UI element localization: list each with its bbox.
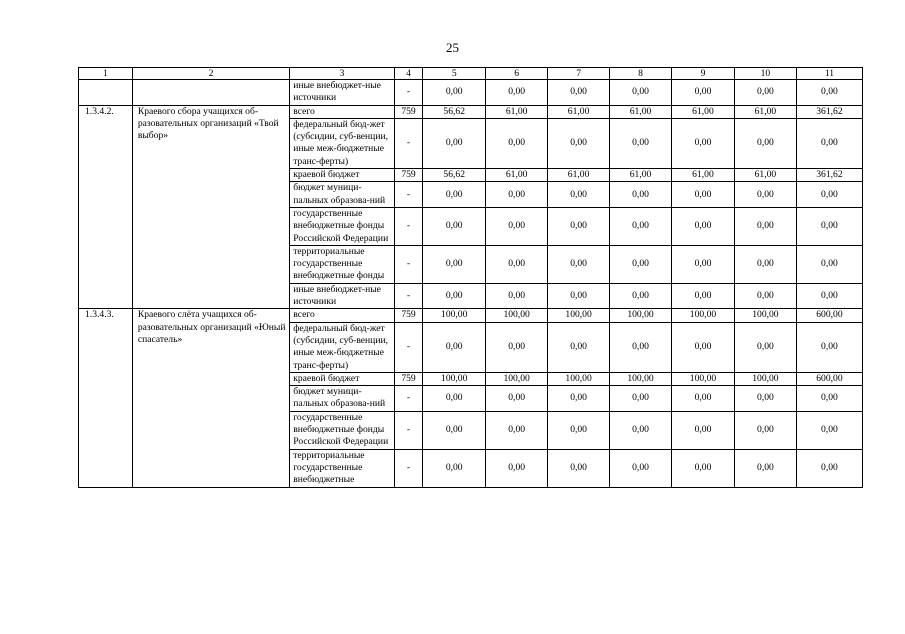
value-cell-5: 56,62 (423, 169, 486, 182)
value-cell-7: 100,00 (548, 372, 610, 385)
item-code: 1.3.4.3. (79, 309, 133, 487)
value-cell-5: 100,00 (423, 309, 486, 322)
value-cell-5: 0,00 (423, 118, 486, 168)
value-cell-8: 100,00 (610, 309, 672, 322)
value-cell-4: - (394, 283, 422, 309)
value-cell-11: 0,00 (796, 245, 862, 283)
value-cell-5: 0,00 (423, 245, 486, 283)
funding-source: иные внебюджет-ные источники (290, 80, 395, 106)
value-cell-7: 0,00 (548, 207, 610, 245)
value-cell-4: - (394, 207, 422, 245)
value-cell-11: 0,00 (796, 411, 862, 449)
value-cell-6: 100,00 (486, 309, 548, 322)
table-row (79, 309, 863, 322)
value-cell-9: 0,00 (672, 80, 735, 106)
column-header: 8 (610, 68, 672, 80)
value-cell-4: - (394, 449, 422, 487)
funding-source: территориальные государственные внебюджетные фонды (290, 245, 395, 283)
value-cell-8: 0,00 (610, 245, 672, 283)
value-cell-9: 0,00 (672, 322, 735, 372)
value-cell-11: 0,00 (796, 449, 862, 487)
value-cell-5: 0,00 (423, 322, 486, 372)
value-cell-5: 0,00 (423, 182, 486, 208)
value-cell-9: 0,00 (672, 118, 735, 168)
value-cell-4: - (394, 245, 422, 283)
value-cell-11: 0,00 (796, 283, 862, 309)
value-cell-6: 0,00 (486, 245, 548, 283)
value-cell-7: 0,00 (548, 411, 610, 449)
funding-source: государственные внебюджетные фонды Российской Федерации (290, 207, 395, 245)
value-cell-6: 61,00 (486, 169, 548, 182)
column-header: 7 (548, 68, 610, 80)
funding-source: краевой бюджет (290, 169, 395, 182)
value-cell-4: - (394, 322, 422, 372)
value-cell-10: 0,00 (734, 80, 796, 106)
value-cell-9: 0,00 (672, 386, 735, 412)
funding-source: краевой бюджет (290, 372, 395, 385)
value-cell-10: 100,00 (734, 309, 796, 322)
value-cell-6: 0,00 (486, 411, 548, 449)
value-cell-8: 0,00 (610, 283, 672, 309)
value-cell-10: 0,00 (734, 411, 796, 449)
value-cell-6: 0,00 (486, 283, 548, 309)
value-cell-7: 61,00 (548, 105, 610, 118)
value-cell-6: 61,00 (486, 105, 548, 118)
value-cell-9: 61,00 (672, 105, 735, 118)
value-cell-5: 56,62 (423, 105, 486, 118)
value-cell-7: 0,00 (548, 283, 610, 309)
value-cell-10: 0,00 (734, 207, 796, 245)
value-cell-9: 61,00 (672, 169, 735, 182)
value-cell-4: 759 (394, 169, 422, 182)
value-cell-11: 361,62 (796, 105, 862, 118)
column-header: 11 (796, 68, 862, 80)
page-number: 25 (446, 40, 459, 55)
value-cell-7: 0,00 (548, 386, 610, 412)
value-cell-7: 0,00 (548, 118, 610, 168)
value-cell-10: 61,00 (734, 105, 796, 118)
value-cell-7: 0,00 (548, 80, 610, 106)
value-cell-10: 0,00 (734, 245, 796, 283)
value-cell-11: 0,00 (796, 80, 862, 106)
funding-source: бюджет муници-пальных образова-ний (290, 386, 395, 412)
funding-source: федеральный бюд-жет (субсидии, суб-венции, иные меж-бюджетные транс-ферты) (290, 118, 395, 168)
funding-source: бюджет муници-пальных образова-ний (290, 182, 395, 208)
value-cell-5: 0,00 (423, 283, 486, 309)
column-header: 10 (734, 68, 796, 80)
column-header: 1 (79, 68, 133, 80)
value-cell-6: 0,00 (486, 80, 548, 106)
value-cell-8: 0,00 (610, 322, 672, 372)
value-cell-7: 0,00 (548, 322, 610, 372)
value-cell-10: 0,00 (734, 322, 796, 372)
value-cell-11: 600,00 (796, 309, 862, 322)
value-cell-6: 0,00 (486, 182, 548, 208)
value-cell-4: 759 (394, 372, 422, 385)
funding-source: федеральный бюд-жет (субсидии, суб-венции, иные меж-бюджетные транс-ферты) (290, 322, 395, 372)
item-name: Краевого сбора учащихся об-разовательных организаций «Твой выбор» (132, 105, 289, 309)
funding-source: всего (290, 309, 395, 322)
value-cell-8: 61,00 (610, 105, 672, 118)
item-name (132, 80, 289, 106)
value-cell-6: 0,00 (486, 449, 548, 487)
value-cell-9: 0,00 (672, 411, 735, 449)
table-body (79, 68, 863, 488)
value-cell-8: 0,00 (610, 411, 672, 449)
column-header: 9 (672, 68, 735, 80)
value-cell-9: 0,00 (672, 449, 735, 487)
column-header: 3 (290, 68, 395, 80)
value-cell-4: - (394, 182, 422, 208)
value-cell-11: 0,00 (796, 386, 862, 412)
value-cell-7: 0,00 (548, 182, 610, 208)
value-cell-10: 61,00 (734, 169, 796, 182)
value-cell-5: 0,00 (423, 449, 486, 487)
value-cell-11: 0,00 (796, 182, 862, 208)
value-cell-7: 100,00 (548, 309, 610, 322)
value-cell-9: 0,00 (672, 207, 735, 245)
value-cell-8: 0,00 (610, 182, 672, 208)
value-cell-4: 759 (394, 309, 422, 322)
value-cell-11: 0,00 (796, 207, 862, 245)
value-cell-8: 100,00 (610, 372, 672, 385)
value-cell-6: 100,00 (486, 372, 548, 385)
value-cell-11: 0,00 (796, 322, 862, 372)
value-cell-7: 61,00 (548, 169, 610, 182)
value-cell-10: 100,00 (734, 372, 796, 385)
column-header: 4 (394, 68, 422, 80)
column-header: 5 (423, 68, 486, 80)
value-cell-5: 100,00 (423, 372, 486, 385)
value-cell-8: 0,00 (610, 118, 672, 168)
table-row (79, 105, 863, 118)
value-cell-9: 0,00 (672, 182, 735, 208)
value-cell-8: 61,00 (610, 169, 672, 182)
value-cell-5: 0,00 (423, 386, 486, 412)
value-cell-7: 0,00 (548, 449, 610, 487)
value-cell-10: 0,00 (734, 386, 796, 412)
value-cell-10: 0,00 (734, 283, 796, 309)
value-cell-9: 100,00 (672, 372, 735, 385)
item-name: Краевого слёта учащихся об-разовательных организаций «Юный спасатель» (132, 309, 289, 487)
item-code: 1.3.4.2. (79, 105, 133, 309)
value-cell-4: - (394, 411, 422, 449)
funding-source: государственные внебюджетные фонды Российской Федерации (290, 411, 395, 449)
column-header: 6 (486, 68, 548, 80)
value-cell-5: 0,00 (423, 80, 486, 106)
value-cell-9: 0,00 (672, 283, 735, 309)
table-header-row (79, 68, 863, 80)
value-cell-11: 361,62 (796, 169, 862, 182)
table-row (79, 80, 863, 106)
item-code (79, 80, 133, 106)
value-cell-5: 0,00 (423, 207, 486, 245)
funding-source: иные внебюджет-ные источники (290, 283, 395, 309)
value-cell-6: 0,00 (486, 207, 548, 245)
value-cell-11: 0,00 (796, 118, 862, 168)
value-cell-9: 0,00 (672, 245, 735, 283)
value-cell-4: - (394, 118, 422, 168)
funding-source: всего (290, 105, 395, 118)
value-cell-8: 0,00 (610, 207, 672, 245)
value-cell-6: 0,00 (486, 118, 548, 168)
value-cell-8: 0,00 (610, 386, 672, 412)
value-cell-5: 0,00 (423, 411, 486, 449)
value-cell-4: - (394, 386, 422, 412)
value-cell-9: 100,00 (672, 309, 735, 322)
value-cell-10: 0,00 (734, 449, 796, 487)
value-cell-11: 600,00 (796, 372, 862, 385)
value-cell-10: 0,00 (734, 118, 796, 168)
column-header: 2 (132, 68, 289, 80)
value-cell-6: 0,00 (486, 322, 548, 372)
value-cell-6: 0,00 (486, 386, 548, 412)
value-cell-4: 759 (394, 105, 422, 118)
funding-source: территориальные государственные внебюджетные (290, 449, 395, 487)
value-cell-4: - (394, 80, 422, 106)
value-cell-8: 0,00 (610, 80, 672, 106)
value-cell-7: 0,00 (548, 245, 610, 283)
value-cell-8: 0,00 (610, 449, 672, 487)
value-cell-10: 0,00 (734, 182, 796, 208)
budget-table (78, 67, 863, 488)
